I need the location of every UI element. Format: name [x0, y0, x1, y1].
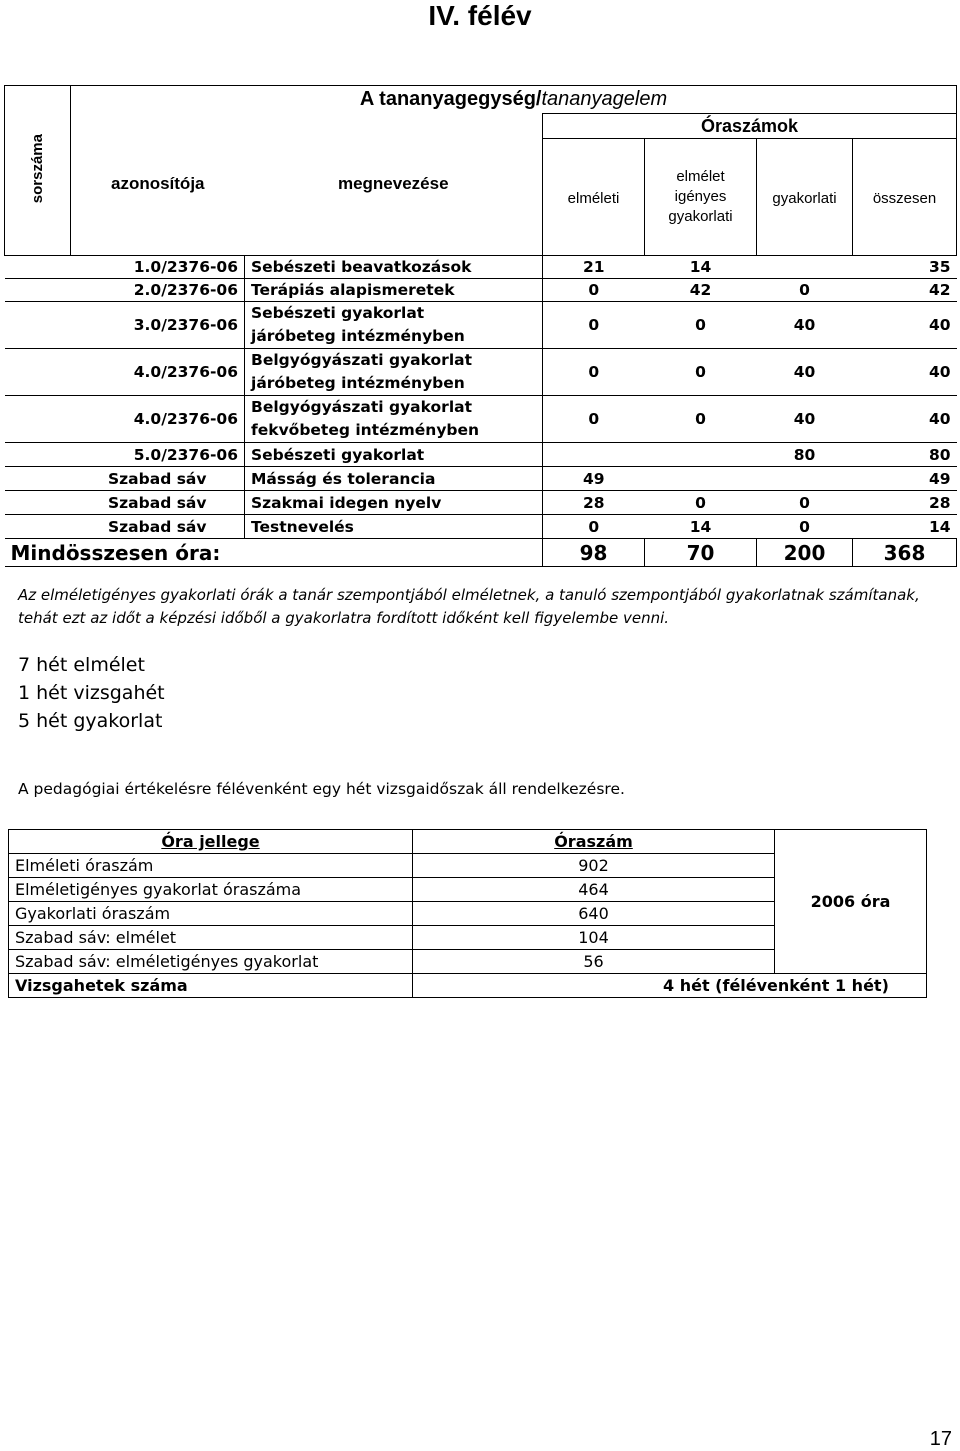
row-name: Másság és tolerancia: [245, 467, 543, 491]
row-elmelet-igenyes: 14: [689, 517, 712, 536]
summary-row-value: 464: [413, 878, 775, 902]
page-title: IV. félév: [428, 0, 532, 31]
row-osszesen: 80: [928, 445, 951, 464]
total-elmelet-igenyes: 70: [645, 539, 757, 567]
row-name: [245, 396, 543, 443]
table-row: [5, 515, 957, 539]
summary-row-value: 56: [413, 950, 775, 974]
row-gyakorlati: 80: [793, 445, 816, 464]
row-osszesen: 14: [928, 517, 951, 536]
total-osszesen: 368: [853, 539, 957, 567]
row-gyakorlati: 40: [793, 316, 816, 334]
row-name: Sebészeti gyakorlat: [245, 443, 543, 467]
row-id: Szabad sáv: [108, 469, 207, 488]
row-id: 4.0/2376-06: [133, 363, 238, 381]
row-osszesen: 35: [928, 258, 951, 276]
col-gyakorlati-header: gyakorlati: [757, 139, 853, 256]
row-id: Szabad sáv: [108, 517, 207, 536]
row-gyakorlati: [757, 256, 853, 279]
col-sorszama-header: [5, 86, 71, 256]
row-id: 5.0/2376-06: [133, 445, 238, 464]
group-title-header: [71, 86, 957, 114]
summary-exam-label: Vizsgahetek száma: [9, 974, 413, 998]
summary-row-value: 640: [413, 902, 775, 926]
col-elmelet-igenyes-header: [645, 139, 757, 256]
weeks-item: 5 hét gyakorlat: [18, 710, 163, 732]
weeks-list: [18, 651, 165, 735]
sorszama-label: sorszáma: [29, 133, 46, 204]
row-elmelet-igenyes: [645, 443, 757, 467]
total-gyakorlati: 200: [757, 539, 853, 567]
row-elmelet-igenyes: [645, 467, 757, 491]
row-elmelet-igenyes: 0: [695, 493, 706, 512]
table-row: [5, 396, 957, 443]
row-name: Sebészeti beavatkozások: [245, 256, 543, 279]
total-row: [5, 539, 957, 567]
table-row: [5, 279, 957, 302]
row-name-line: járóbeteg intézményben: [251, 327, 465, 345]
row-name-line: járóbeteg intézményben: [251, 374, 465, 392]
hours-title-header: Óraszámok: [543, 114, 957, 139]
curriculum-table: [4, 85, 957, 567]
summary-row-label: Szabad sáv: elmélet: [9, 926, 413, 950]
summary-row-value: 104: [413, 926, 775, 950]
note-paragraph: Az elméletigényes gyakorlati órák a tanár szempontjából elméletnek, a tanuló szempontjából gyakorlatnak számítanak, tehát ezt az időt a képzési időből a gyakorlatra fordított időként kell figyelembe venni.: [18, 586, 920, 627]
row-name-line: fekvőbeteg intézményben: [251, 421, 480, 439]
table-row: [5, 443, 957, 467]
total-elmeleti: 98: [543, 539, 645, 567]
summary-header-label: Óra jellege: [9, 830, 413, 854]
row-osszesen: 42: [928, 281, 951, 299]
table-row: [5, 491, 957, 515]
row-gyakorlati: 40: [793, 363, 816, 381]
row-elmelet-igenyes: 0: [695, 410, 706, 428]
row-name-line: Belgyógyászati gyakorlat: [251, 398, 472, 416]
row-elmelet-igenyes: 14: [689, 258, 712, 276]
summary-header-value: Óraszám: [413, 830, 775, 854]
col-azonositoja-header: azonosítója: [71, 114, 245, 256]
header-line: elmélet: [676, 168, 725, 185]
group-title-italic: tananyagelem: [541, 88, 668, 110]
row-name-line: Belgyógyászati gyakorlat: [251, 351, 472, 369]
row-gyakorlati: 0: [799, 517, 810, 536]
row-elmeleti: 49: [543, 467, 645, 491]
row-elmelet-igenyes: 0: [695, 363, 706, 381]
table-row: [5, 302, 957, 349]
summary-table: [8, 829, 927, 998]
row-elmeleti: 0: [543, 396, 645, 443]
page-number: 17: [929, 1428, 952, 1450]
table-row: [5, 349, 957, 396]
row-osszesen: 40: [928, 363, 951, 381]
row-elmeleti: 28: [543, 491, 645, 515]
row-elmeleti: 21: [543, 256, 645, 279]
row-gyakorlati: 0: [799, 493, 810, 512]
row-name: Terápiás alapismeretek: [245, 279, 543, 302]
row-gyakorlati: 0: [799, 281, 810, 299]
row-elmeleti: 0: [543, 302, 645, 349]
row-name-line: Sebészeti gyakorlat: [251, 304, 425, 322]
row-elmelet-igenyes: 0: [695, 316, 706, 334]
weeks-item: 7 hét elmélet: [18, 654, 145, 676]
summary-row-label: Szabad sáv: elméletigényes gyakorlat: [9, 950, 413, 974]
row-elmeleti: [543, 443, 645, 467]
row-osszesen: 28: [928, 493, 951, 512]
row-elmelet-igenyes: 42: [689, 281, 712, 299]
row-id: 4.0/2376-06: [133, 410, 238, 428]
row-name: Szakmai idegen nyelv: [245, 491, 543, 515]
row-name: [245, 302, 543, 349]
total-label: Mindösszesen óra:: [10, 540, 221, 565]
table-row: [5, 256, 957, 279]
summary-exam-value: 4 hét (félévenként 1 hét): [413, 974, 927, 998]
header-line: gyakorlati: [668, 208, 733, 225]
table-row: [5, 467, 957, 491]
col-megnevezese-header: megnevezése: [245, 114, 543, 256]
exam-note: A pedagógiai értékelésre félévenként egy hét vizsgaidőszak áll rendelkezésre.: [18, 780, 625, 798]
row-gyakorlati: 40: [793, 410, 816, 428]
summary-header-row: [9, 830, 927, 854]
summary-row-label: Elméleti óraszám: [9, 854, 413, 878]
group-title-bold: A tananyagegység/: [359, 88, 542, 110]
row-osszesen: 40: [928, 410, 951, 428]
row-elmeleti: 0: [543, 349, 645, 396]
row-osszesen: 49: [928, 469, 951, 488]
header-line: igényes: [674, 188, 727, 205]
row-name: Testnevelés: [245, 515, 543, 539]
summary-row-label: Gyakorlati óraszám: [9, 902, 413, 926]
col-elmeleti-header: elméleti: [543, 139, 645, 256]
row-elmeleti: 0: [543, 515, 645, 539]
summary-row-label: Elméletigényes gyakorlat óraszáma: [9, 878, 413, 902]
row-name: [245, 349, 543, 396]
row-id: 2.0/2376-06: [133, 281, 238, 299]
row-elmeleti: 0: [543, 279, 645, 302]
summary-total-hours: 2006 óra: [775, 830, 927, 974]
row-id: 1.0/2376-06: [133, 258, 238, 276]
row-id: Szabad sáv: [108, 493, 207, 512]
summary-exam-row: [9, 974, 927, 998]
row-id: 3.0/2376-06: [133, 316, 238, 334]
row-osszesen: 40: [928, 316, 951, 334]
row-gyakorlati: [757, 467, 853, 491]
summary-row-value: 902: [413, 854, 775, 878]
weeks-item: 1 hét vizsgahét: [18, 682, 165, 704]
col-osszesen-header: összesen: [853, 139, 957, 256]
